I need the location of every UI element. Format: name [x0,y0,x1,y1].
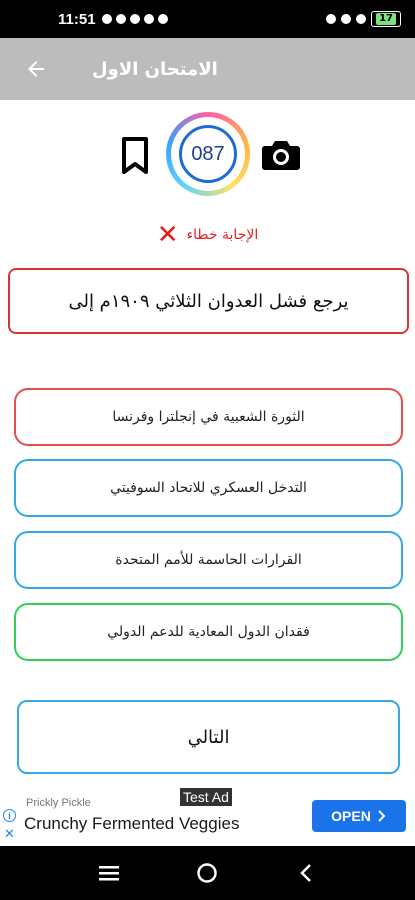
signal-icon [326,14,336,24]
timer [166,112,250,196]
menu-lines-icon [98,864,120,882]
page-title: الامتحان الاول [92,58,218,80]
battery-level: 17 [376,13,396,25]
quiz-header [0,108,415,204]
status-bar [0,0,415,38]
bookmark-button[interactable] [118,136,152,176]
notification-icon [102,14,112,24]
app-bar [0,38,415,100]
camera-icon [262,138,300,172]
arrow-left-icon [24,57,48,81]
bookmark-icon [118,136,152,176]
answer-option-4[interactable] [14,603,403,661]
option-label: فقدان الدول المعادية للدعم الدولي [107,624,310,640]
question-text: يرجع فشل العدوان الثلاثي ١٩٠٩م إلى [68,290,349,312]
ad-open-button[interactable] [312,800,406,832]
option-label: التدخل العسكري للاتحاد السوفيتي [110,480,307,496]
chevron-left-icon [299,863,313,883]
status-right [326,11,401,27]
option-label: القرارات الحاسمة للأمم المتحدة [115,552,302,568]
battery-icon [371,11,401,27]
wifi-icon [356,14,366,24]
timer-inner [171,117,245,191]
recents-button[interactable] [89,853,129,893]
option-label: الثورة الشعبية في إنجلترا وفرنسا [112,409,305,425]
notification-icons [102,14,168,24]
chevron-right-icon [377,810,387,822]
timer-value: 087 [191,142,225,165]
question-box [8,268,409,334]
answer-option-2[interactable] [14,459,403,517]
ad-open-label: OPEN [331,808,371,824]
circle-home-icon [196,862,218,884]
back-button[interactable] [20,53,52,85]
info-icon[interactable]: i [3,809,16,822]
next-button-label: التالي [187,726,230,748]
x-mark-icon: ✕ [156,220,179,250]
back-nav-button[interactable] [286,853,326,893]
answer-option-1[interactable] [14,388,403,446]
timer-ring [179,125,237,183]
home-button[interactable] [187,853,227,893]
answer-feedback [0,222,415,248]
ad-sponsor: Prickly Pickle [26,797,91,809]
answer-option-3[interactable] [14,531,403,589]
next-button[interactable] [17,700,400,774]
close-icon[interactable]: ✕ [4,826,15,841]
camera-button[interactable] [262,138,300,172]
ad-title[interactable]: Crunchy Fermented Veggies [24,814,240,833]
status-left [58,11,168,28]
vibrate-icon [341,14,351,24]
telegram-icon [116,14,126,24]
status-time: 11:51 [58,10,96,28]
messenger-icon [130,14,140,24]
music-icon [158,14,168,24]
test-ad-badge: Test Ad [180,788,232,806]
messenger-icon [144,14,154,24]
feedback-text: الإجابة خطاء [186,227,259,243]
system-nav-bar [0,846,415,900]
ad-banner[interactable] [0,788,415,846]
